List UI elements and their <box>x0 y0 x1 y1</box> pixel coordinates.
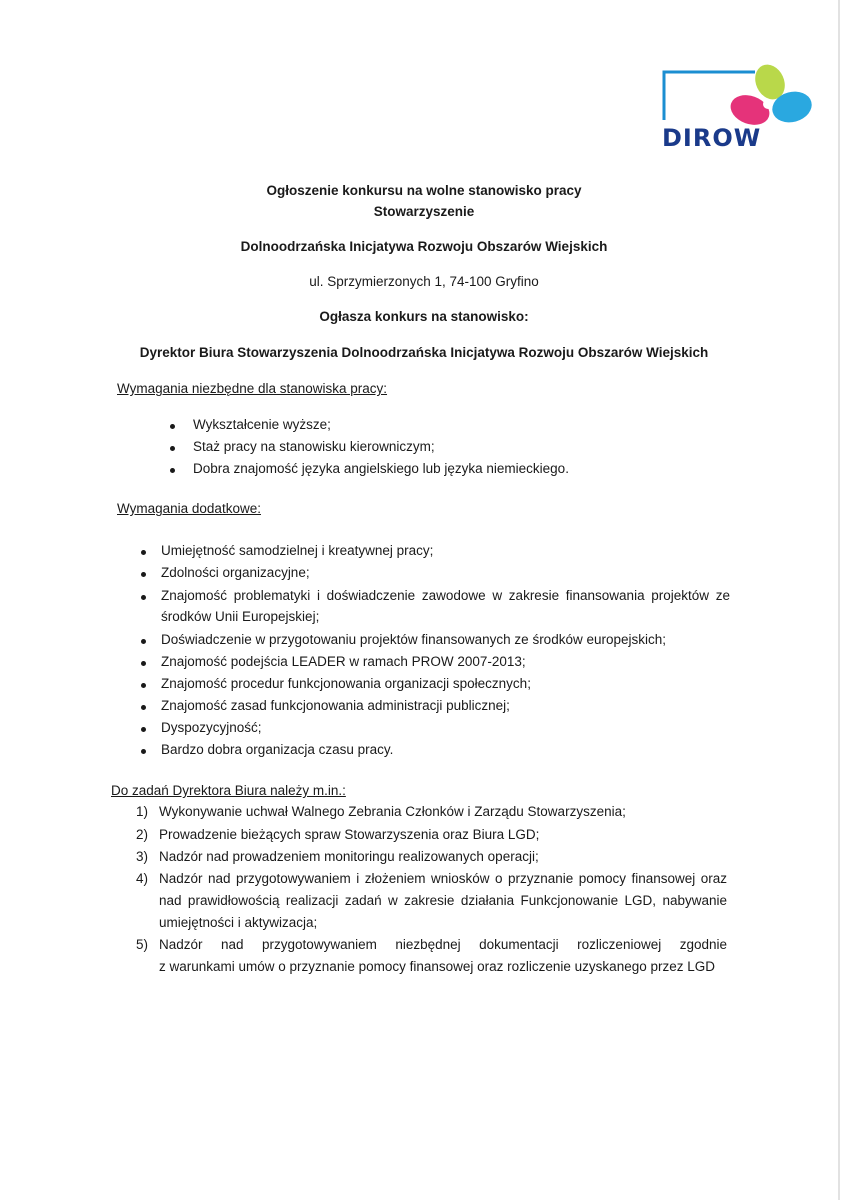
duty-text-continuation: z warunkami umów o przyznanie pomocy finansowej oraz rozliczenie uzyskanego przez LGD <box>159 959 715 974</box>
bullet <box>141 572 146 577</box>
announce-text: Ogłasza konkurs na stanowisko: <box>319 309 529 324</box>
additional-heading: Wymagania dodatkowe: <box>117 501 261 516</box>
required-item: Dobra znajomość języka angielskiego lub języka niemieckiego. <box>193 461 569 476</box>
bullet <box>170 446 175 451</box>
bullet <box>141 595 146 600</box>
header-line2: Stowarzyszenie <box>373 204 475 219</box>
bullet <box>141 550 146 555</box>
org-address: ul. Sprzymierzonych 1, 74-100 Gryfino <box>309 274 539 289</box>
duty-text: Nadzór nad prowadzeniem monitoringu realizowanych operacji; <box>159 849 539 864</box>
header-line1: Ogłoszenie konkursu na wolne stanowisko pracy <box>266 183 582 198</box>
additional-item: Umiejętność samodzielnej i kreatywnej pracy; <box>161 543 434 558</box>
required-item: Wykształcenie wyższe; <box>193 417 331 432</box>
bullet <box>170 468 175 473</box>
bullet <box>141 683 146 688</box>
duty-number: 2) <box>135 827 148 842</box>
duty-number: 4) <box>135 871 148 886</box>
scan-edge <box>838 0 840 1200</box>
duty-text-continuation: umiejętności i aktywizacja; <box>159 915 318 930</box>
org-name: Dolnoodrzańska Inicjatywa Rozwoju Obszarów Wiejskich <box>240 239 608 254</box>
required-item: Staż pracy na stanowisku kierowniczym; <box>193 439 435 454</box>
duty-number: 3) <box>135 849 148 864</box>
additional-item: Zdolności organizacyjne; <box>161 565 310 580</box>
logo-text: DIROW <box>662 124 762 152</box>
bullet <box>170 424 175 429</box>
position-title: Dyrektor Biura Stowarzyszenia Dolnoodrzańska Inicjatywa Rozwoju Obszarów Wiejskich <box>139 345 709 360</box>
additional-item: Dyspozycyjność; <box>161 720 262 735</box>
additional-item-continuation: środków Unii Europejskiej; <box>161 609 320 624</box>
additional-item: Doświadczenie w przygotowaniu projektów finansowanych ze środków europejskich; <box>161 632 667 647</box>
duty-text: Prowadzenie bieżących spraw Stowarzyszenia oraz Biura LGD; <box>159 827 540 842</box>
bullet <box>141 639 146 644</box>
duty-number: 5) <box>135 937 148 952</box>
bullet <box>141 727 146 732</box>
bullet <box>141 705 146 710</box>
additional-item: Znajomość zasad funkcjonowania administracji publicznej; <box>161 698 510 713</box>
additional-item: Znajomość podejścia LEADER w ramach PROW 2007-2013; <box>161 654 526 669</box>
dirow-logo <box>660 62 820 152</box>
duty-text: Nadzór nad przygotowywaniem i złożeniem wniosków o przyznanie pomocy finansowej oraz <box>159 871 727 886</box>
duty-text: Wykonywanie uchwał Walnego Zebrania Członków i Zarządu Stowarzyszenia; <box>159 804 626 819</box>
additional-item: Znajomość procedur funkcjonowania organizacji społecznych; <box>161 676 531 691</box>
additional-item: Znajomość problematyki i doświadczenie zawodowe w zakresie finansowania projektów ze <box>161 588 730 603</box>
bullet <box>141 749 146 754</box>
bullet <box>141 661 146 666</box>
additional-item: Bardzo dobra organizacja czasu pracy. <box>161 742 394 757</box>
duty-number: 1) <box>135 804 148 819</box>
duty-text: Nadzór nad przygotowywaniem niezbędnej dokumentacji rozliczeniowej zgodnie <box>159 937 727 952</box>
duty-text-continuation: nad prawidłowością realizacji zadań w zakresie działania Funkcjonowanie LGD, nabywanie <box>159 893 727 908</box>
duties-heading: Do zadań Dyrektora Biura należy m.in.: <box>111 783 346 798</box>
required-heading: Wymagania niezbędne dla stanowiska pracy: <box>117 381 388 396</box>
